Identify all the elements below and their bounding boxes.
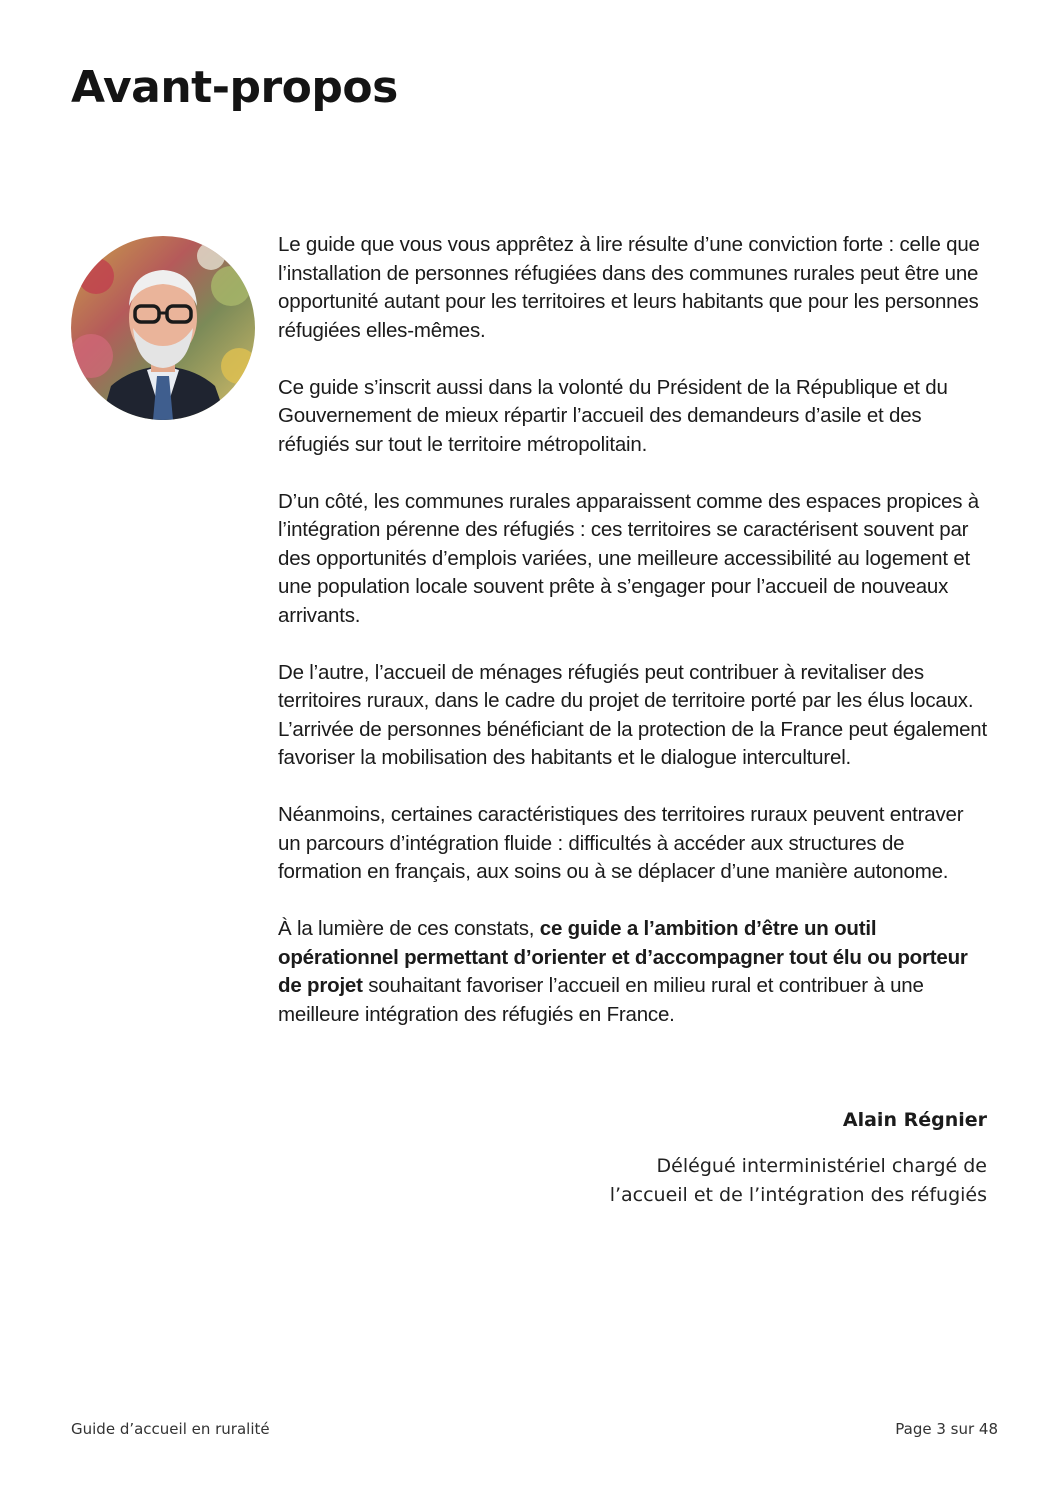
paragraph-3: D’un côté, les communes rurales apparaissent comme des espaces propices à l’intégration pérenne des réfugiés : ces territoires se caractérisent souvent par des opportunités d’emplois variées, une meilleure accessibilité au logement et une population locale souvent prête à s’engager pour l’accueil de nouveaux arrivants. (278, 489, 979, 627)
signatory-role-line-2: l’accueil et de l’intégration des réfugiés (609, 1184, 987, 1206)
paragraph-2: Ce guide s’inscrit aussi dans la volonté du Président de la République et du Gouvernement de mieux répartir l’accueil des demandeurs d’asile et des réfugiés sur tout le territoire métropolitain. (278, 375, 948, 456)
signature-block (610, 1106, 987, 1210)
paragraph-6 (278, 915, 990, 1029)
page-title: Avant-propos (71, 62, 398, 113)
paragraph-6-start: À la lumière de ces constats, (278, 917, 540, 940)
author-portrait (71, 236, 255, 420)
paragraph-5: Néanmoins, certaines caractéristiques des territoires ruraux peuvent entraver un parcours d’intégration fluide : difficultés à accéder aux structures de formation en français, aux soins ou à se déplacer d’une manière autonome. (278, 803, 964, 883)
signatory-role-line-1: Délégué interministériel chargé de (656, 1155, 987, 1177)
footer-document-title: Guide d’accueil en ruralité (71, 1420, 270, 1438)
footer-page-number: Page 3 sur 48 (895, 1420, 998, 1438)
paragraph-6-end: souhaitant favoriser l’accueil en milieu rural et contribuer à une meilleure intégration des réfugiés en France. (278, 974, 924, 1026)
signatory-name: Alain Régnier (842, 1109, 987, 1131)
paragraph-6-emphasis: ce guide a l’ambition d’être un outil opérationnel permettant d’orienter et d’accompagner tout élu ou porteur de projet (278, 917, 968, 997)
paragraph-1: Le guide que vous vous apprêtez à lire résulte d’une conviction forte : celle que l’installation de personnes réfugiées dans des communes rurales peut être une opportunité autant pour les territoires et leurs habitants que pour les personnes réfugiées elles-mêmes. (278, 233, 980, 342)
foreword-body (278, 231, 990, 1058)
paragraph-4: De l’autre, l’accueil de ménages réfugiés peut contribuer à revitaliser des territoires ruraux, dans le cadre du projet de territoire porté par les élus locaux. L’arrivée de personnes bénéficiant de la protection de la France peut également favoriser la mobilisation des habitants et le dialogue interculturel. (278, 660, 988, 769)
